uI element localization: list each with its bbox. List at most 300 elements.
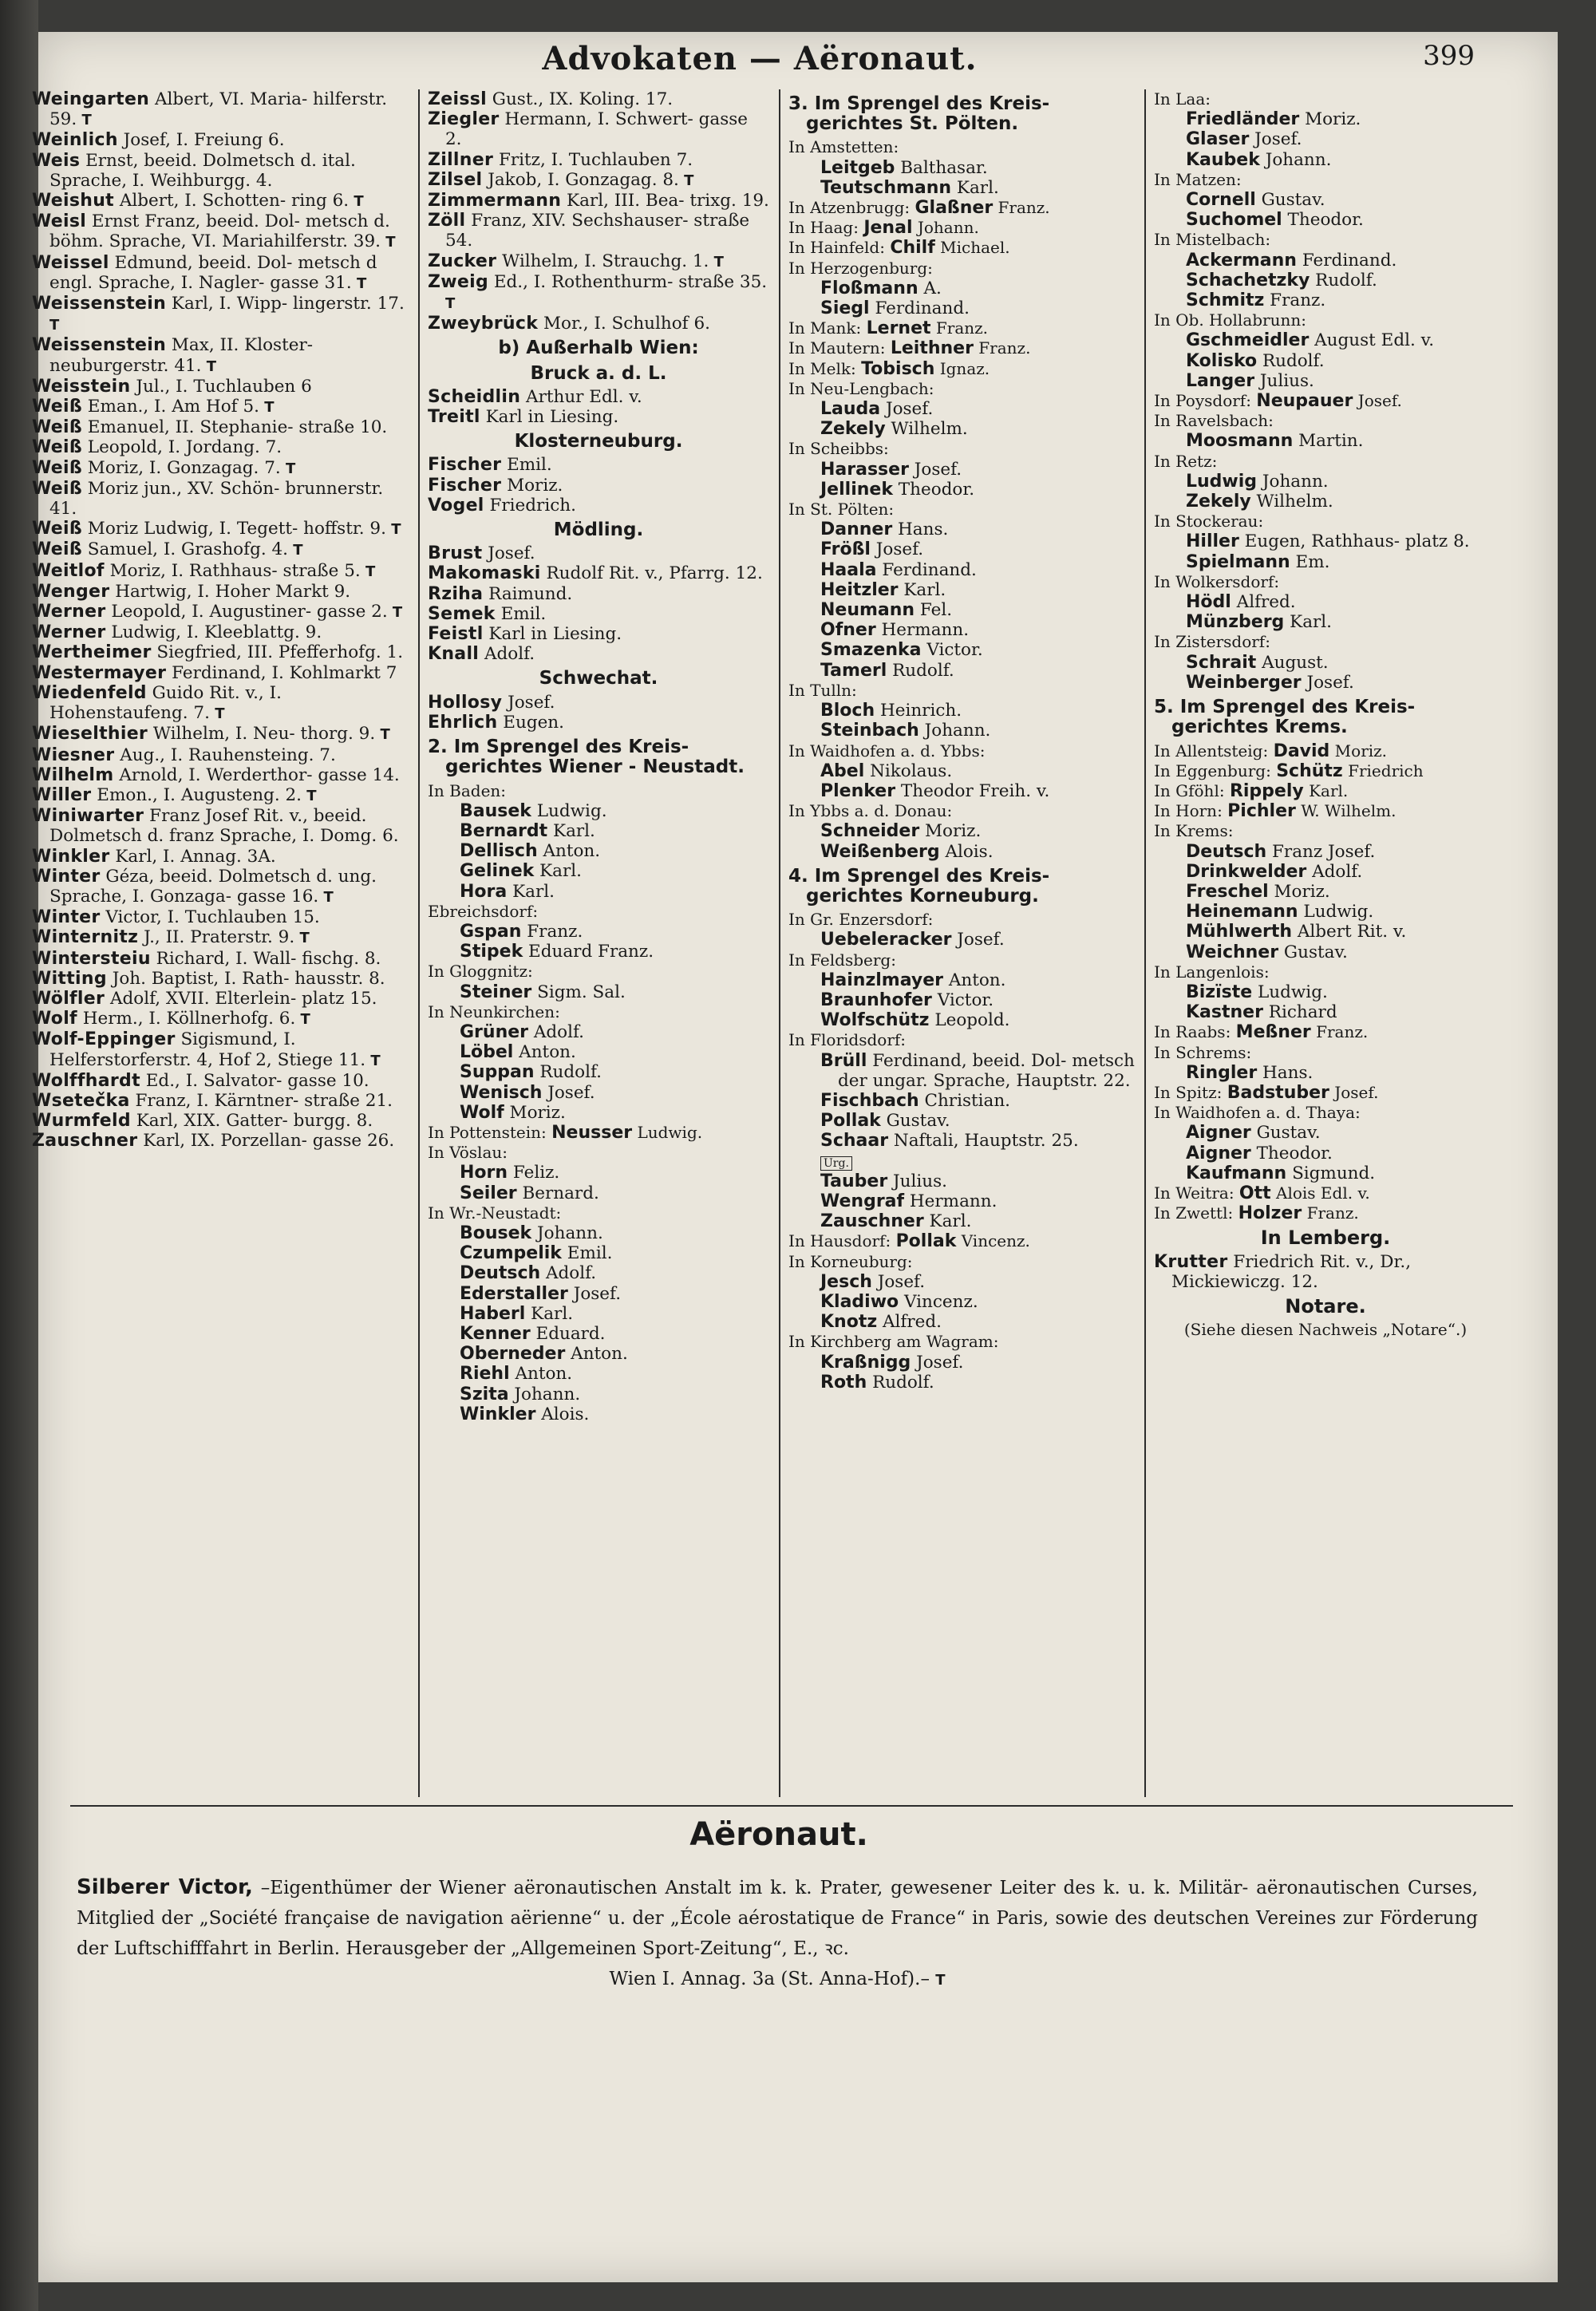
entry-name: Weiß (32, 457, 82, 478)
directory-entry (428, 1344, 769, 1364)
directory-entry (32, 663, 407, 683)
entry-name: Willer (32, 784, 92, 805)
directory-entry (788, 761, 1135, 781)
entry-details: Victor. (931, 990, 994, 1010)
entry-name: Wolf (460, 1102, 504, 1123)
entry-details: Hermann. (875, 620, 970, 641)
directory-entry (788, 1091, 1135, 1111)
entry-name: Steinbach (820, 721, 919, 741)
entry-name: Brust (428, 543, 483, 564)
entry-details: Ferdinand. (876, 559, 977, 580)
place-heading (1154, 310, 1497, 330)
directory-entry (1154, 942, 1497, 962)
entry-name: Makomaski (428, 563, 541, 584)
entry-details: Josef. (870, 539, 924, 560)
entry-details: Richard, I. Wall- fischg. 8. (150, 948, 381, 969)
place-label: In Haag: (788, 218, 864, 238)
telephone-mark: T (678, 172, 694, 189)
entry-name: Kaufmann (1186, 1163, 1287, 1183)
entry-details: Ed., I. Salvator- gasse 10. (140, 1070, 369, 1091)
directory-entry (428, 624, 769, 644)
entry-details: Christian. (918, 1090, 1011, 1111)
entry-name: Steiner (460, 982, 532, 1002)
telephone-mark: T (77, 112, 92, 129)
entry-details: Vincenz. (899, 1291, 978, 1312)
entry-details: Em. (1290, 551, 1330, 572)
entry-name: Weiß (32, 519, 82, 539)
entry-details: Sigismund, I. Helferstorferstr. 4, Hof 2, Stiege 11. (49, 1029, 366, 1070)
entry-details: Moriz. (501, 475, 563, 496)
directory-entry (428, 1324, 769, 1344)
directory-entry (788, 701, 1135, 721)
entry-details: Samuel, I. Grashofg. 4. (81, 539, 289, 560)
telephone-mark: T (935, 1972, 946, 1989)
directory-entry (428, 496, 769, 516)
entry-name: Friedländer (1186, 109, 1300, 130)
entry-name: Wenisch (460, 1082, 543, 1103)
entry-name: Ringler (1186, 1062, 1258, 1083)
telephone-mark: T (49, 317, 60, 334)
entry-name: Horn (460, 1163, 508, 1183)
entry-name: Smazenka (820, 640, 922, 661)
entry-name: Badstuber (1227, 1082, 1329, 1103)
entry-name: Ackermann (1186, 250, 1297, 271)
directory-entry (428, 455, 769, 475)
section-heading: b) Außerhalb Wien: (498, 338, 699, 359)
entry-name: Weisstein (32, 376, 131, 397)
entry-name: Uebeleracker (820, 930, 952, 950)
entry-details: Alfred. (1231, 592, 1296, 613)
directory-entry (32, 1071, 407, 1091)
entry-details: Moriz. (1268, 881, 1330, 902)
telephone-mark: T (294, 930, 310, 947)
entry-details: Anton. (513, 1042, 576, 1063)
entry-name: Kenner (460, 1323, 531, 1344)
entry-details: Josef, I. Freiung 6. (117, 130, 285, 151)
directory-entry (1154, 1144, 1497, 1163)
stamp-badge: Urg. (820, 1156, 852, 1171)
entry-name: Tauber (820, 1171, 888, 1191)
entry-name: David (1273, 741, 1330, 761)
entry-details: Emanuel, II. Stephanie- straße 10. (81, 417, 388, 438)
entry-details: Johann. (918, 721, 991, 741)
entry-name: Pollak (895, 1231, 957, 1252)
entry-details: Ed., I. Rothenthurm- straße 35. (488, 271, 768, 292)
entry-name: Münzberg (1186, 612, 1285, 633)
column-4 (1144, 89, 1497, 1797)
entry-name: Stipek (460, 942, 523, 962)
entry-name: Wertheimer (32, 642, 152, 663)
telephone-mark: T (380, 234, 396, 251)
directory-entry (1154, 612, 1497, 632)
entry-name: Weissenstein (32, 335, 167, 356)
entry-name: Ehrlich (428, 712, 498, 733)
directory-entry (1154, 531, 1497, 551)
entry-details: Siegfried, III. Pfefferhofg. 1. (151, 642, 404, 663)
directory-entry (32, 724, 407, 745)
directory-entry (428, 563, 769, 583)
directory-entry (32, 191, 407, 211)
directory-entry (788, 519, 1135, 539)
place-heading (428, 962, 769, 982)
entry-details: Feliz. (508, 1163, 560, 1183)
directory-entry (428, 982, 769, 1002)
entry-details: Theodor. (1282, 210, 1364, 231)
entry-details: Johann. (1259, 149, 1332, 170)
entry-details: Anton. (565, 1344, 628, 1365)
place-label: In Waidhofen a. d. Thaya: (1154, 1103, 1361, 1123)
directory-entry (428, 407, 769, 427)
entry-details: Josef. (908, 459, 962, 480)
place-heading (1154, 230, 1497, 250)
place-heading (788, 137, 1135, 157)
entry-name: Tobisch (861, 358, 935, 379)
entry-name: Schachetzky (1186, 270, 1310, 290)
entry-name: Wölfler (32, 988, 105, 1009)
place-label: In Tulln: (788, 680, 857, 700)
directory-entry (1154, 882, 1497, 902)
telephone-mark: T (445, 295, 456, 313)
directory-entry (788, 1272, 1135, 1292)
entry-details: Karl. (534, 861, 582, 882)
entry-name: Neumann (820, 600, 915, 621)
entry-details: Josef. (482, 543, 535, 564)
entry-name: Leithner (890, 338, 974, 359)
entry-name: Wiesner (32, 745, 115, 765)
directory-entry (1154, 210, 1497, 230)
directory-entry (1154, 271, 1497, 290)
entry-name: Fischer (428, 475, 502, 496)
entry-details: Ludwig, I. Kleeblattg. 9. (105, 622, 322, 643)
entry-name: Winkler (32, 846, 110, 867)
page-number: 399 (1423, 40, 1475, 72)
directory-entry (428, 1404, 769, 1424)
directory-entry (428, 1284, 769, 1304)
entry-name: Wilhelm (32, 764, 114, 785)
place-label: In Baden: (428, 780, 507, 800)
entry-name: Mühlwerth (1186, 922, 1293, 942)
place-label: In Mank: (788, 318, 867, 338)
entry-details: Heinrich. (875, 701, 962, 721)
directory-entry (428, 713, 769, 733)
entry-name: Weinlich (32, 130, 118, 151)
entry-name: Scheidlin (428, 386, 521, 407)
directory-entry (428, 476, 769, 496)
entry-details: Josef. (1353, 391, 1402, 411)
entry-details: Alois. (939, 841, 994, 862)
telephone-mark: T (385, 521, 401, 539)
entry-details: Rudolf Rit. v., Pfarrg. 12. (540, 563, 763, 584)
directory-entry (32, 561, 407, 582)
entry-details: Albert Rit. v. (1292, 922, 1407, 942)
entry-details: Jakob, I. Gonzagag. 8. (482, 169, 679, 190)
entry-name: Plenker (820, 780, 896, 801)
entry-details: W. Wilhelm. (1295, 801, 1396, 821)
entry-name: Zöll (428, 211, 466, 231)
aeronaut-text: –Eigenthümer der Wiener aëronautischen Anstalt im k. k. Prater, gewesener Leiter des k. u. k. Militär- aëronautischen Curses, Mitglied der „Société française de navigation aërienne“ u. der „École aérostatique de France“ in Paris, sowie des deutschen Vereines zur Förderung der Luftschifffahrt in Berlin. Herausgeber der „Allgemeinen Sport-Zeitung“, E., ꝛc. (77, 1878, 1478, 1959)
directory-entry (1154, 862, 1497, 882)
place-heading (788, 741, 1135, 761)
entry-details: Fel. (915, 600, 953, 621)
directory-entry (428, 644, 769, 664)
directory-entry (32, 907, 407, 927)
directory-entry (428, 604, 769, 624)
entry-details: Adolf. (528, 1021, 584, 1042)
place-label: In Neunkirchen: (428, 1001, 560, 1021)
directory-entry (32, 806, 407, 846)
entry-name: Aigner (1186, 1143, 1251, 1163)
entry-name: Winter (32, 866, 101, 887)
entry-name: Hiller (1186, 531, 1239, 552)
entry-details: Hans. (1257, 1062, 1314, 1083)
entry-name: Knall (428, 644, 480, 665)
place-heading (1154, 741, 1497, 761)
directory-entry (788, 1292, 1135, 1312)
entry-details: Hermann, I. Schwert- gasse 2. (445, 109, 749, 150)
notare-note: (Siehe diesen Nachweis „Notare“.) (1183, 1320, 1468, 1340)
aeronaut-entry (77, 1872, 1478, 1996)
directory-entry (788, 970, 1135, 990)
place-label: In Floridsdorf: (788, 1030, 907, 1050)
directory-entry (788, 842, 1135, 862)
entry-details: Edmund, beeid. Dol- metsch d engl. Sprache, I. Nagler- gasse 31. (49, 252, 377, 293)
directory-entry (32, 437, 407, 457)
telephone-mark: T (349, 193, 364, 211)
entry-name: Kraßnigg (820, 1352, 911, 1373)
entry-details: Moriz. (504, 1102, 566, 1123)
entry-details: Wilhelm. (1250, 492, 1333, 512)
entry-name: Hainzlmayer (820, 970, 944, 990)
entry-details: Josef. (911, 1352, 964, 1373)
telephone-mark: T (288, 542, 303, 559)
place-heading (428, 1123, 769, 1143)
entry-name: Deutsch (1186, 841, 1267, 862)
telephone-mark: T (387, 604, 403, 622)
entry-name: Freschel (1186, 881, 1269, 902)
directory-entry (428, 109, 769, 149)
directory-entry (788, 298, 1135, 318)
entry-name: Riehl (460, 1364, 510, 1385)
entry-details: Franz. (993, 198, 1050, 218)
entry-name: Feistl (428, 624, 484, 645)
directory-entry (1154, 982, 1497, 1002)
directory-entry (32, 211, 407, 252)
directory-entry (788, 1191, 1135, 1211)
directory-entry (428, 1042, 769, 1062)
directory-entry (428, 1083, 769, 1103)
entry-name: Kladiwo (820, 1291, 899, 1312)
directory-entry (788, 539, 1135, 559)
directory-entry (32, 867, 407, 907)
entry-details: Moriz jun., XV. Schön- brunnerstr. 41. (49, 478, 384, 519)
entry-details: Vincenz. (956, 1231, 1030, 1251)
directory-entry (428, 841, 769, 861)
entry-details: Franz. (521, 921, 583, 942)
place-heading (788, 950, 1135, 970)
entry-name: Fischer (428, 455, 502, 476)
entry-details: Franz. (930, 318, 989, 338)
entry-details: Franz. (1310, 1022, 1369, 1042)
directory-entry (428, 191, 769, 211)
directory-entry (428, 693, 769, 713)
entry-name: Bausek (460, 800, 531, 821)
entry-details: Ludwig. (1298, 902, 1374, 922)
directory-entry (428, 1364, 769, 1384)
directory-entry (428, 150, 769, 170)
entry-name: Wolf (32, 1009, 77, 1029)
entry-details: Karl. (507, 881, 555, 902)
entry-details: Anton. (509, 1364, 573, 1385)
page-header (38, 22, 1481, 89)
place-heading (788, 439, 1135, 459)
entry-name: Weißenberg (820, 841, 940, 862)
directory-entry (428, 1263, 769, 1283)
entry-details: J., II. Praterstr. 9. (138, 927, 295, 948)
place-label: In Pottenstein: (428, 1122, 552, 1142)
place-label: In Krems: (1154, 821, 1234, 841)
directory-entry (32, 949, 407, 969)
entry-details: Naftali, Hauptstr. 25. (888, 1131, 1079, 1152)
entry-name: Schaar (820, 1131, 889, 1152)
place-heading (788, 338, 1135, 358)
directory-entry (32, 151, 407, 191)
directory-columns (32, 89, 1487, 1797)
place-label: In Amstetten: (788, 137, 899, 157)
entry-name: Glaser (1186, 129, 1250, 150)
place-label: In Spitz: (1154, 1082, 1227, 1102)
place-label: In Gr. Enzersdorf: (788, 910, 934, 930)
entry-details: Gustav. (1250, 1123, 1321, 1144)
entry-name: Bizïste (1186, 982, 1253, 1002)
entry-details: Karl. (898, 579, 946, 600)
aeronaut-address-line (77, 1964, 1478, 1996)
directory-entry (32, 417, 407, 437)
telephone-mark: T (295, 1011, 310, 1029)
place-label: In Langenlois: (1154, 962, 1270, 982)
entry-name: Weisl (32, 211, 87, 232)
place-label: In Korneuburg: (788, 1251, 913, 1271)
telephone-mark: T (351, 275, 367, 292)
entry-name: Heitzler (820, 579, 899, 600)
directory-entry (32, 683, 407, 724)
entry-name: Schrait (1186, 652, 1257, 673)
directory-entry (32, 1111, 407, 1131)
place-heading (1154, 761, 1497, 781)
entry-details: Mor., I. Schulhof 6. (538, 314, 710, 334)
section-heading: 4. Im Sprengel des Kreis- gerichtes Korneuburg. (788, 865, 1050, 907)
place-label: In Matzen: (1154, 169, 1242, 189)
entry-details: Nikolaus. (864, 760, 953, 781)
entry-name: Jenal (863, 218, 913, 239)
entry-details: Karl. (1303, 780, 1349, 800)
directory-entry (32, 458, 407, 479)
entry-details: Karl, XIX. Gatter- burgg. 8. (130, 1111, 373, 1132)
entry-name: Zucker (428, 251, 497, 271)
entry-name: Semek (428, 603, 496, 624)
directory-entry (32, 847, 407, 867)
entry-details: August Edl. v. (1309, 330, 1435, 351)
entry-name: Cornell (1186, 190, 1256, 211)
entry-name: Weingarten (32, 89, 150, 109)
entry-name: Wengraf (820, 1191, 905, 1211)
entry-details: Theodor. (892, 479, 975, 500)
entry-details: Ferdinand, I. Kohlmarkt 7 (166, 662, 397, 683)
entry-name: Gschmeidler (1186, 330, 1310, 351)
entry-name: Aigner (1186, 1123, 1251, 1144)
place-heading (788, 681, 1135, 701)
directory-entry (428, 801, 769, 821)
entry-details: Moriz. (1299, 109, 1361, 130)
entry-details: Karl, I. Annag. 3A. (109, 846, 276, 867)
aeronaut-heading: Aëronaut. (689, 1816, 868, 1853)
entry-name: Zauschner (32, 1131, 138, 1152)
entry-name: Roth (820, 1372, 867, 1393)
place-heading (1154, 962, 1497, 982)
directory-entry (788, 721, 1135, 741)
telephone-mark: T (302, 787, 317, 804)
directory-entry (428, 89, 769, 109)
entry-details: Alois. (535, 1404, 590, 1424)
entry-details: Eman., I. Am Hof 5. (81, 397, 259, 417)
town-heading: Mödling. (553, 519, 644, 541)
directory-entry (428, 882, 769, 902)
entry-details: Rudolf. (887, 660, 954, 681)
entry-details: Johann. (508, 1384, 581, 1404)
entry-name: Hora (460, 881, 508, 902)
entry-details: Leopold, I. Jordang. 7. (81, 437, 282, 458)
place-heading (1154, 452, 1497, 472)
entry-name: Szita (460, 1384, 509, 1404)
directory-entry (788, 1171, 1135, 1191)
entry-details: Moriz, I. Gonzagag. 7. (81, 457, 281, 478)
entry-name: Zimmermann (428, 191, 562, 211)
directory-entry (32, 989, 407, 1009)
directory-entry (1154, 492, 1497, 512)
entry-details: Rudolf. (867, 1372, 934, 1393)
directory-entry (32, 785, 407, 806)
place-label: In Schrems: (1154, 1042, 1252, 1062)
entry-details: Gustav. (1278, 942, 1348, 962)
entry-name: Ott (1238, 1183, 1271, 1203)
entry-details: Herm., I. Köllnerhofg. 6. (77, 1009, 296, 1029)
entry-name: Teutschmann (820, 177, 952, 198)
entry-name: Neusser (551, 1122, 633, 1143)
place-label: In Wolkersdorf: (1154, 571, 1280, 591)
entry-name: Suppan (460, 1062, 535, 1083)
entry-name: Wintersteiu (32, 948, 151, 969)
entry-name: Westermayer (32, 662, 167, 683)
entry-details: Adolf. (1306, 861, 1363, 882)
entry-details: Wilhelm. (885, 419, 968, 440)
directory-entry (32, 622, 407, 642)
place-heading (1154, 391, 1497, 411)
place-heading (428, 1143, 769, 1163)
entry-details: Josef. (567, 1283, 622, 1304)
place-heading (788, 318, 1135, 338)
place-heading (788, 801, 1135, 821)
section-divider (70, 1805, 1513, 1807)
entry-details: Eugen, Rathhaus- platz 8. (1238, 531, 1470, 552)
place-heading (1154, 1022, 1497, 1042)
place-label: In Mautern: (788, 338, 891, 358)
place-label: In Poysdorf: (1154, 391, 1257, 411)
place-heading (1154, 1103, 1497, 1123)
directory-entry (32, 479, 407, 519)
place-heading (1154, 170, 1497, 190)
entry-details: Albert, I. Schotten- ring 6. (113, 191, 350, 211)
entry-details: Adolf, XVII. Elterlein- platz 15. (105, 988, 377, 1009)
entry-name: Hödl (1186, 592, 1231, 613)
